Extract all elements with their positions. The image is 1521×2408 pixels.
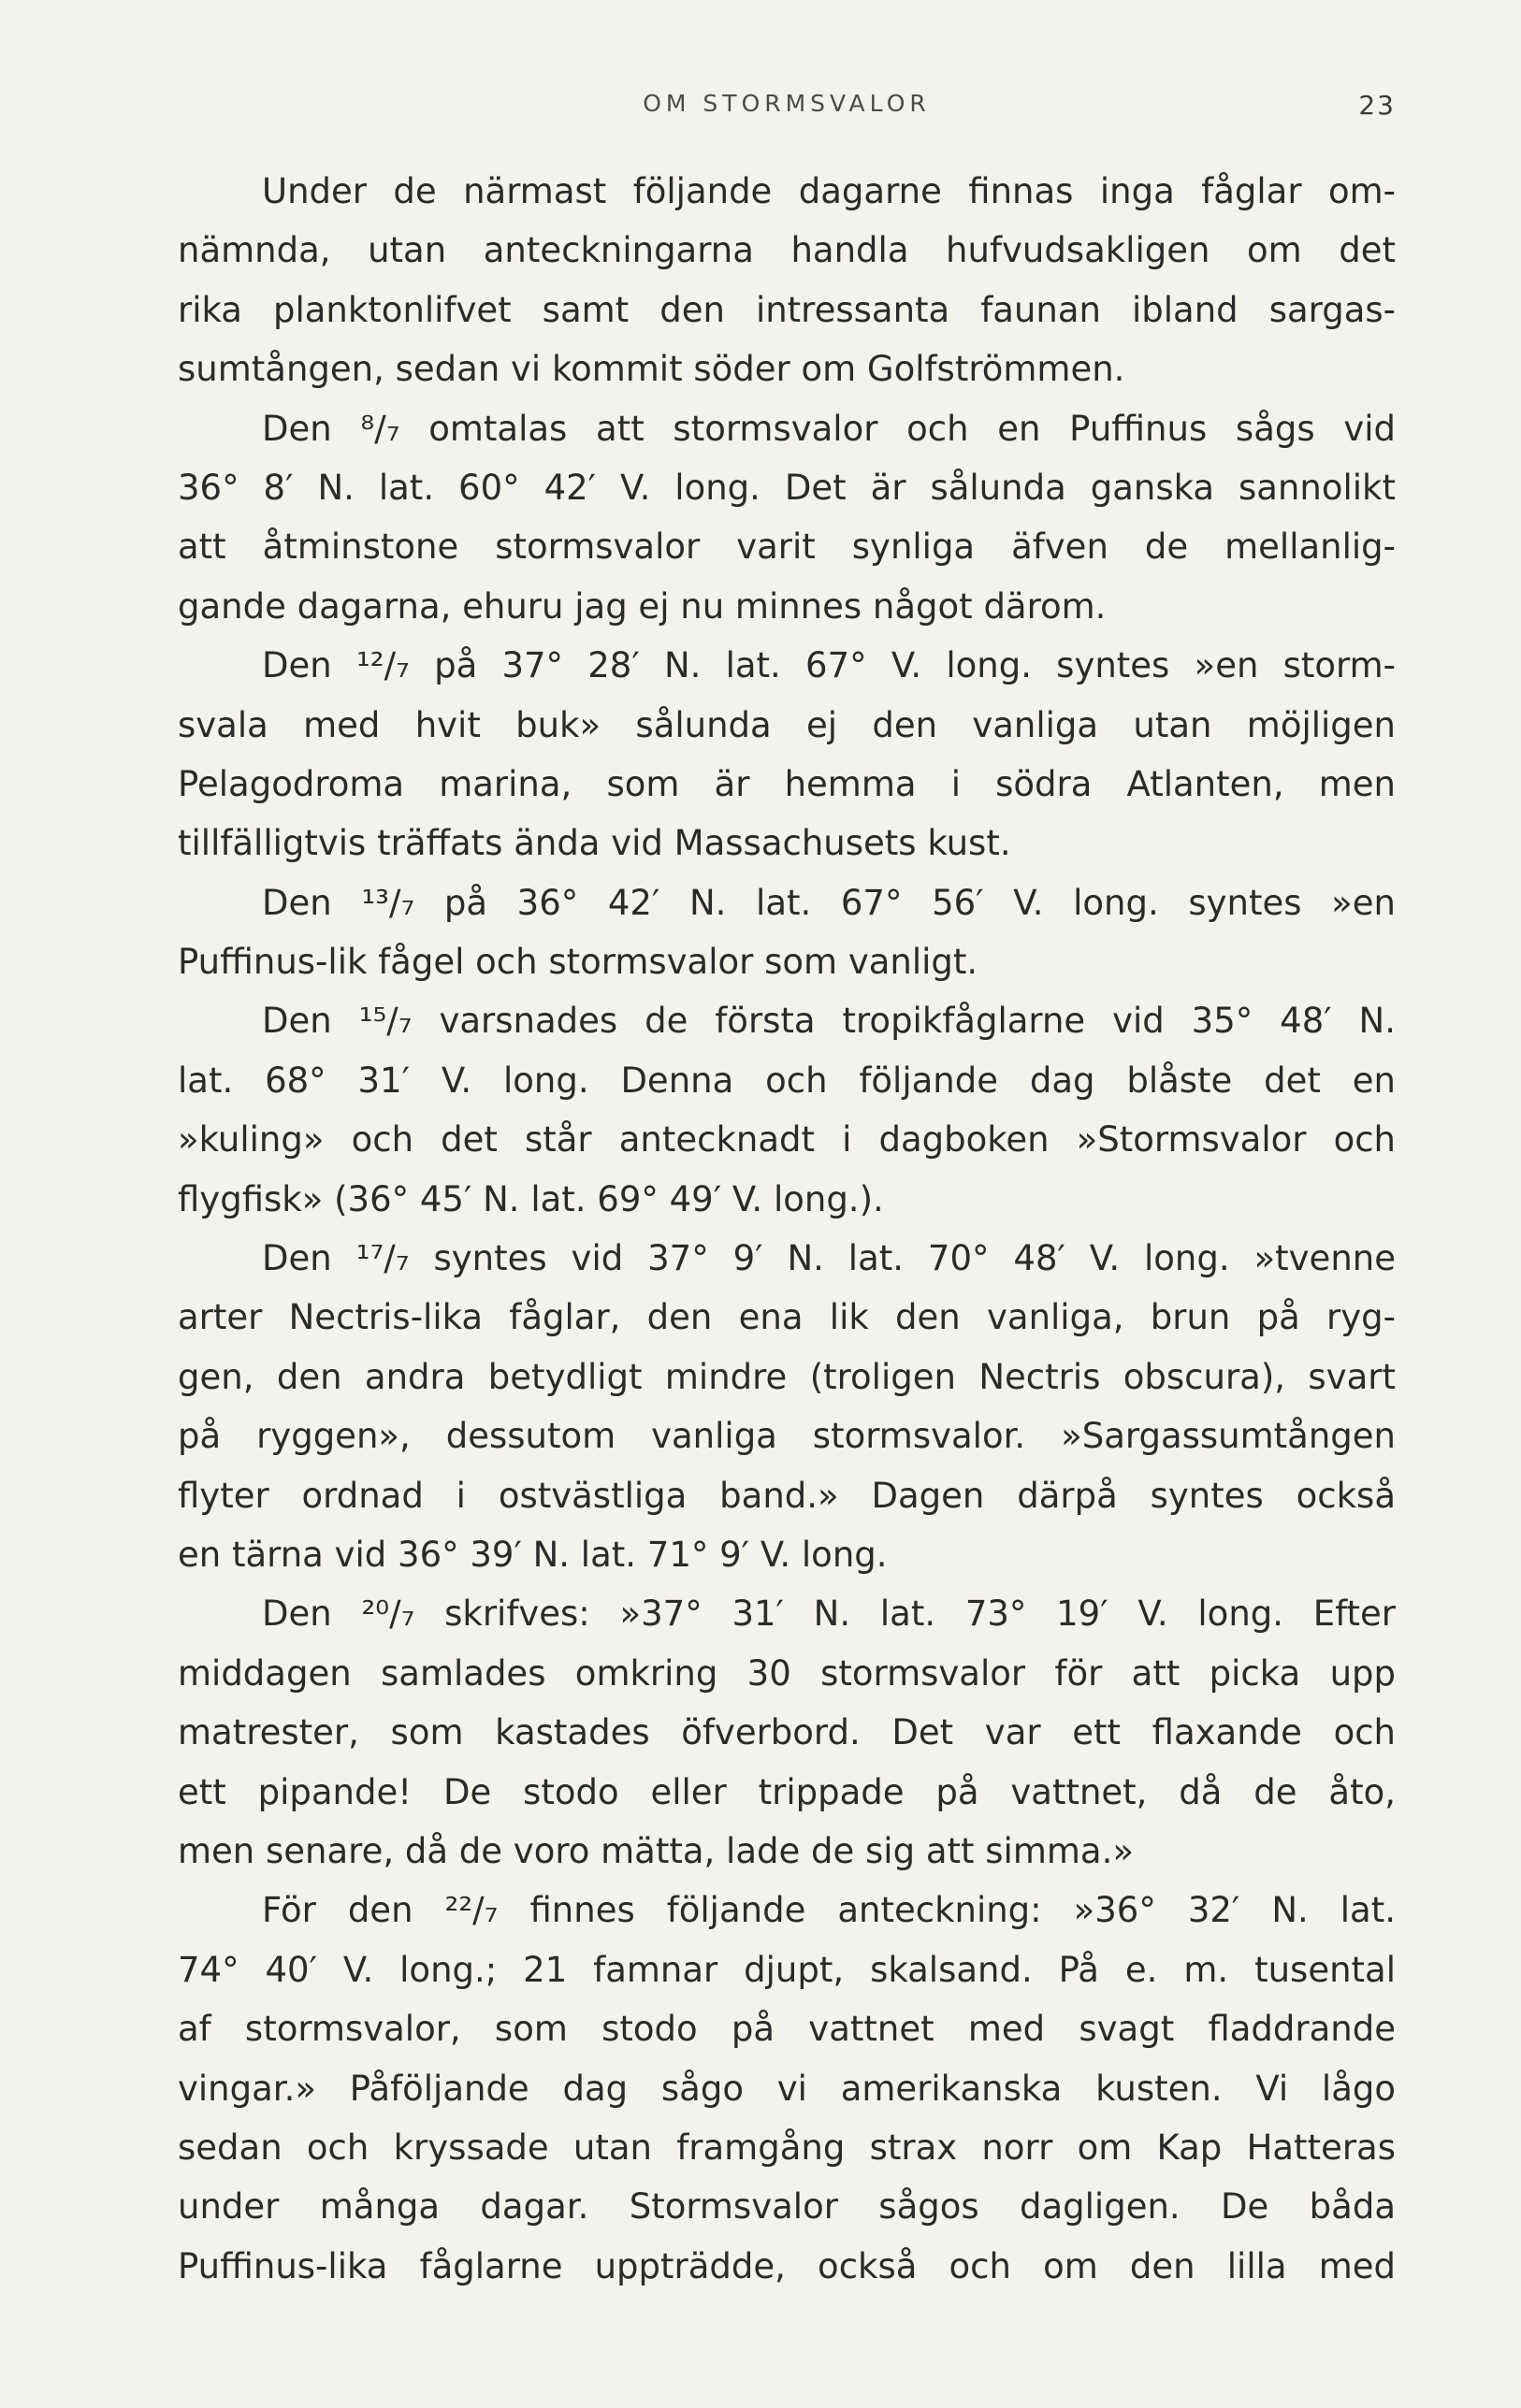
text-line: på ryggen», dessutom vanliga stormsvalor. »Sargassumtången [178, 1416, 1396, 1457]
text-line: sumtången, sedan vi kommit söder om Golfströmmen. [178, 349, 1125, 390]
text-line: Puffinus-lika fåglarne uppträdde, också och om den lilla med [178, 2245, 1396, 2286]
text-line: under många dagar. Stormsvalor sågos dagligen. De båda [178, 2186, 1396, 2228]
text-line: flygfisk» (36° 45′ N. lat. 69° 49′ V. long.). [178, 1178, 884, 1219]
text-line: Den ²⁰/₇ skrifves: »37° 31′ N. lat. 73° 19′ V. long. Efter [262, 1593, 1396, 1635]
text-line: gande dagarna, ehuru jag ej nu minnes något därom. [178, 585, 1107, 627]
text-line: Under de närmast följande dagarne finnas inga fåglar om- [262, 171, 1396, 211]
text-line: Den ¹³/₇ på 36° 42′ N. lat. 67° 56′ V. long. syntes »en [262, 882, 1396, 923]
text-line: arter Nectris-lika fåglar, den ena lik den vanliga, brun på ryg- [178, 1297, 1396, 1338]
text-line: middagen samlades omkring 30 stormsvalor för att picka upp [178, 1652, 1396, 1694]
text-line: lat. 68° 31′ V. long. Denna och följande dag blåste det en [178, 1060, 1396, 1101]
text-line: gen, den andra betydligt mindre (troligen Nectris obscura), svart [178, 1356, 1396, 1397]
text-line: vingar.» Påföljande dag sågo vi amerikanska kusten. Vi lågo [178, 2068, 1396, 2109]
text-line: ett pipande! De stodo eller trippade på vattnet, då de åto, [178, 1771, 1396, 1812]
text-line: nämnda, utan anteckningarna handla hufvudsakligen om det [178, 230, 1396, 271]
running-head [178, 90, 1396, 127]
text-line: sedan och kryssade utan framgång strax norr om Kap Hatteras [178, 2127, 1396, 2168]
text-line: rika planktonlifvet samt den intressanta faunan ibland sargas- [178, 289, 1396, 330]
text-line: Den ¹⁵/₇ varsnades de första tropikfåglarne vid 35° 48′ N. [262, 1001, 1396, 1042]
text-line: tillfälligtvis träffats ända vid Massachusets kust. [178, 823, 1011, 864]
text-line: Den ¹²/₇ på 37° 28′ N. lat. 67° V. long. syntes »en storm- [262, 645, 1396, 686]
text-line: men senare, då de voro mätta, lade de sig att simma.» [178, 1830, 1134, 1871]
text-line: svala med hvit buk» sålunda ej den vanliga utan möjligen [178, 704, 1396, 745]
text-line: att åtminstone stormsvalor varit synliga äfven de mellanlig- [178, 526, 1396, 568]
text-line: matrester, som kastades öfverbord. Det var ett flaxande och [178, 1712, 1396, 1753]
text-line: Den ⁸/₇ omtalas att stormsvalor och en Puffinus sågs vid [262, 408, 1396, 449]
text-line: Puffinus-lik fågel och stormsvalor som vanligt. [178, 942, 978, 983]
body-text [178, 162, 1396, 2296]
text-line: en tärna vid 36° 39′ N. lat. 71° 9′ V. long. [178, 1534, 888, 1575]
page-number: 23 [1358, 90, 1396, 121]
text-line: af stormsvalor, som stodo på vattnet med svagt fladdrande [178, 2009, 1396, 2050]
text-line: 36° 8′ N. lat. 60° 42′ V. long. Det är sålunda ganska sannolikt [178, 467, 1396, 508]
text-line: flyter ordnad i ostvästliga band.» Dagen därpå syntes också [178, 1475, 1396, 1516]
text-line: Pelagodroma marina, som är hemma i södra Atlanten, men [178, 763, 1396, 804]
text-line: Den ¹⁷/₇ syntes vid 37° 9′ N. lat. 70° 48′ V. long. »tvenne [262, 1238, 1396, 1279]
text-line: För den ²²/₇ finnes följande anteckning: »36° 32′ N. lat. [262, 1890, 1396, 1931]
running-title: OM STORMSVALOR [643, 90, 931, 117]
text-line: 74° 40′ V. long.; 21 famnar djupt, skalsand. På e. m. tusental [178, 1949, 1396, 1990]
text-line: »kuling» och det står antecknadt i dagboken »Stormsvalor och [178, 1119, 1396, 1161]
